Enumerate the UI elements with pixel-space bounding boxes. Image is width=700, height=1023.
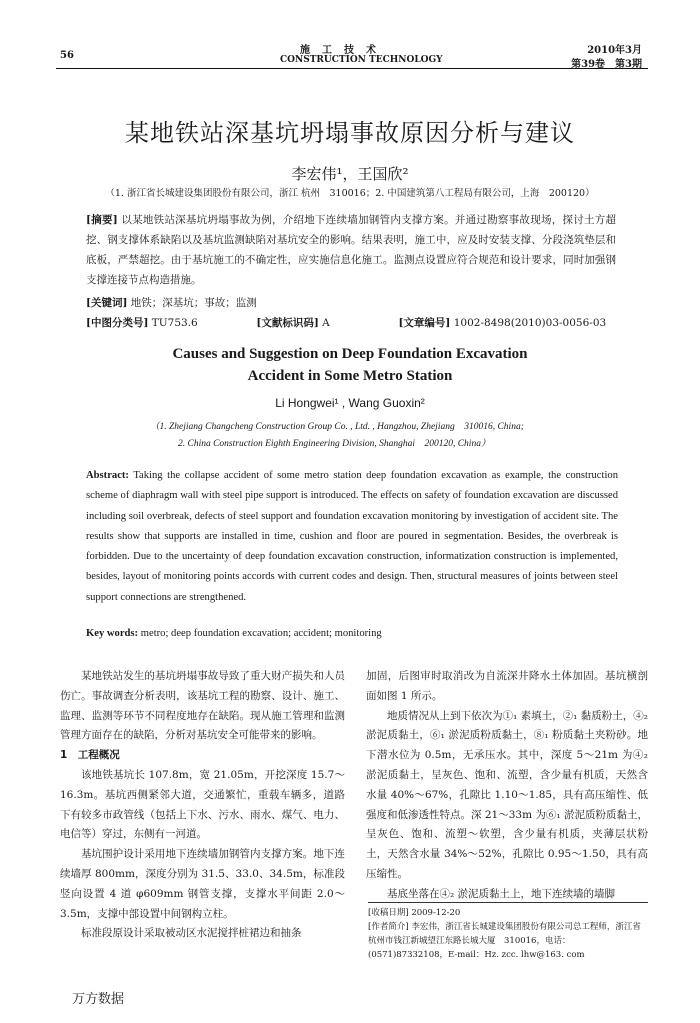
abstract-cn — [86, 210, 616, 290]
clc-label: [中图分类号] — [86, 317, 149, 329]
doc-code-label: [文献标识码] — [256, 317, 319, 329]
affiliations-en-2: 2. China Construction Eighth Engineering Division, Shanghai 200120, China） — [178, 439, 491, 449]
abstract-en-label: Abstract: — [86, 470, 129, 481]
journal-title-en: CONSTRUCTION TECHNOLOGY — [280, 55, 443, 65]
abstract-en-text: Taking the collapse accident of some metro station deep foundation excavation as example, the construction scheme of diaphragm wall with steel pipe support is introduced. The effects on safety of foundation excavation are discussed including soil overbreak, defects of steel support and foundation excavation monitoring by investigation of accident site. The results show that supports are installed in time, cushion and floor are poured in segmentation. Besides, the overbreak is forbidden. Due to the uncertainty of deep foundation excavation construction, informatization construction is implemented, besides, layout of monitoring points accords with current codes and design. Then, structural measures of joints between steel support connections are strengthened. — [86, 470, 618, 603]
keywords-cn-text: 地铁；深基坑；事故；监测 — [130, 297, 257, 309]
classification-line — [86, 314, 626, 334]
article-no-label: [文章编号] — [398, 317, 451, 329]
keywords-en — [86, 628, 382, 639]
body-paragraph: 基坑围护设计采用地下连续墙加钢管内支撑方案。地下连续墙厚 800mm，深度分别为 31.5、33.0、34.5m，标准段竖向设置 4 道 φ609mm 钢管支撑，支撑水平间距 2.0～3.5m，支撑中部设置中间钢构立柱。 — [60, 848, 345, 920]
body-paragraph: 标准段原设计采取被动区水泥搅拌桩裙边和抽条 — [81, 927, 302, 940]
affiliations-cn: （1. 浙江省长城建设集团股份有限公司，浙江 杭州 310016；2. 中国建筑第八工程局有限公司，上海 200120） — [105, 188, 595, 199]
keywords-en-label: Key words: — [86, 628, 139, 639]
watermark-text: 万方数据 — [72, 992, 125, 1007]
page-number: 56 — [60, 50, 74, 61]
footnotes — [368, 906, 648, 962]
abstract-cn-text: 以某地铁站深基坑坍塌事故为例，介绍地下连续墙加钢管内支撑方案。并通过勘察事故现场，探讨土方超挖、钢支撑体系缺陷以及基坑监测缺陷对基坑安全的影响。结果表明，施工中，应及时安装支撑、分段浇筑垫层和底板，严禁超挖。由于基坑施工的不确定性，应实施信息化施工。监测点设置应符合规范和设计要求，同时加强钢支撑连接节点构造措施。 — [86, 214, 617, 286]
paper-title-en-line1: Causes and Suggestion on Deep Foundation Excavation — [172, 346, 528, 362]
doc-code-value: A — [322, 317, 330, 329]
body-paragraph: 地质情况从上到下依次为①₁ 素填土，②₁ 黏质粉土，④₂ 淤泥质黏土，⑥₁ 淤泥质粉质黏土，⑧₁ 粉质黏土夹粉砂。地下潜水位为 0.5m，无承压水。其中，深度 5～21m 为④₂ 淤泥质黏土，呈灰色、饱和、流塑，含少量有机质，天然含水量 40%～67%，孔隙比 1.10～1.85，具有高压缩性、低强度和低渗透性特点。深 21～33m 为⑥₁ 淤泥质粉质黏土，呈灰色、饱和、流塑～软塑，含少量有机质，夹薄层状粉土，天然含水量 34%～52%，孔隙比 0.95～1.50，具有高压缩性。 — [366, 709, 648, 880]
received-date: [收稿日期] 2009-12-20 — [368, 908, 461, 918]
authors-cn: 李宏伟¹，王国欣² — [291, 165, 409, 183]
abstract-en — [86, 466, 618, 608]
author-info: [作者简介] 李宏伟，浙江省长城建设集团股份有限公司总工程师，浙江省杭州市钱江新城望江东路长城大厦 310016，电话：(0571)87332108，E-mail：Hz. zcc. lhw@163. com — [368, 922, 641, 960]
abstract-cn-label: [摘要] — [86, 214, 118, 226]
keywords-cn — [86, 294, 257, 314]
body-paragraph: 加固，后图审时取消改为自流深井降水土体加固。基坑横剖面如图 1 所示。 — [366, 670, 648, 702]
body-right-column — [366, 667, 648, 905]
article-no-value: 1002-8498(2010)03-0056-03 — [453, 317, 607, 329]
section-heading: 1 工程概况 — [60, 749, 120, 762]
paper-title-en-line2: Accident in Some Metro Station — [247, 368, 453, 384]
clc-value: TU753.6 — [151, 317, 198, 329]
keywords-cn-label: [关键词] — [86, 297, 128, 309]
affiliations-en-1: （1. Zhejiang Changcheng Construction Group Co. , Ltd. , Hangzhou, Zhejiang 310016, China; — [150, 422, 524, 432]
header-rule — [56, 68, 648, 69]
body-paragraph: 该地铁基坑长 107.8m，宽 21.05m，开挖深度 15.7～16.3m。基坑西侧紧邻大道，交通繁忙，重载车辆多，道路下有较多市政管线（包括上下水、污水、雨水、煤气、电力、电信等）穿过，东侧有一河道。 — [60, 768, 345, 841]
body-paragraph: 某地铁站发生的基坑坍塌事故导致了重大财产损失和人员伤亡。事故调查分析表明，该基坑工程的勘察、设计、施工、监理、监测等环节不同程度地存在缺陷。现从施工管理和监测管理方面存在的缺陷，分析对基坑安全可能带来的影响。 — [60, 670, 345, 742]
journal-title-cn: 施 工 技 术 — [300, 45, 377, 56]
volume-issue: 第39卷 第3期 — [571, 59, 642, 70]
footnote-rule — [368, 902, 648, 903]
paper-title-cn: 某地铁站深基坑坍塌事故原因分析与建议 — [125, 119, 575, 147]
body-left-column — [60, 667, 345, 944]
body-paragraph: 基底坐落在④₂ 淤泥质黏土上，地下连续墙的墙脚 — [387, 887, 616, 900]
keywords-en-text: metro; deep foundation excavation; accident; monitoring — [140, 628, 382, 639]
issue-date: 2010年3月 — [587, 45, 642, 56]
authors-en: Li Hongwei¹ , Wang Guoxin² — [275, 396, 425, 410]
